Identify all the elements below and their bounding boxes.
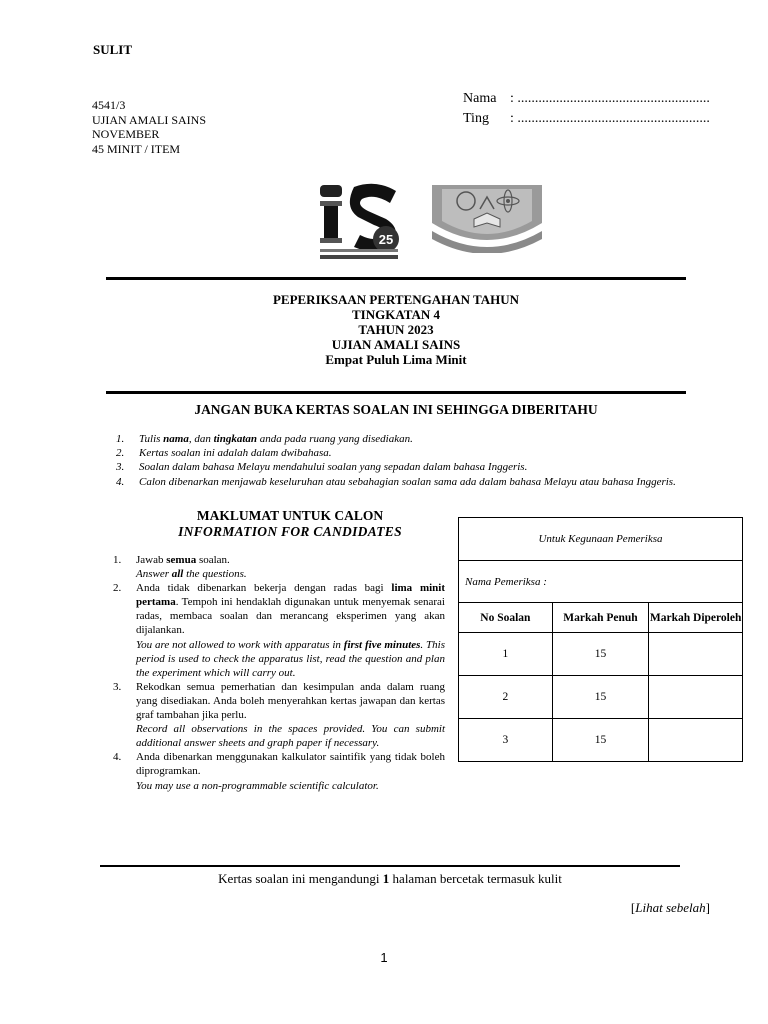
text-run: Answer [136,568,172,581]
emphasis-text: lima minit pertama [136,582,445,609]
instruction-en [136,779,445,793]
info-heading [140,508,440,540]
paper-code: 4541/3 [92,98,126,112]
form-label: Ting [463,111,489,126]
warning-banner: JANGAN BUKA KERTAS SOALAN INI SEHINGGA DIBERITAHU [194,402,598,417]
candidate-fields [463,89,710,129]
exam-form: TINGKATAN 4 [352,307,440,322]
text-run: You are not allowed to work with apparatus in [136,638,344,651]
instruction-ms [136,750,445,778]
text-run: Jawab [136,554,167,566]
instruction-number: 4. [113,751,122,764]
instruction-ms [136,553,247,567]
paper-month: NOVEMBER [92,127,160,141]
turn-over-note: [Lihat sebelah] [630,900,710,915]
instruction-ms [136,581,445,637]
note-text [139,460,527,474]
page-count-post: halaman bercetak termasuk kulit [389,871,562,886]
instruction-body [136,750,445,792]
info-title-en: INFORMATION FOR CANDIDATES [178,524,402,539]
candidate-instructions [113,553,445,793]
form-field[interactable] [463,109,710,129]
name-field[interactable] [463,89,710,109]
text-run: Rekodkan semua pemerhatian dan kesimpulan anda dalam ruang yang disediakan. Anda boleh menyerahkan kertas jawapan dan kertas graf tambahan jika perlu. [136,680,445,722]
examiner-table-columns [459,603,743,633]
text-run: Anda tidak dibenarkan bekerja dengan radas bagi [136,582,392,595]
row-obtained-mark[interactable] [649,676,743,719]
exam-title: PEPERIKSAAN PERTENGAHAN TAHUN [272,292,520,307]
emphasis-text: semua [166,554,197,566]
instruction-item [113,581,445,680]
examiner-table-header: Untuk Kegunaan Pemeriksa [459,518,743,561]
paper-subject: UJIAN AMALI SAINS [92,112,207,127]
instruction-body [136,581,445,680]
note-item [116,446,684,460]
middle-divider [106,391,686,394]
instruction-body [136,553,247,581]
paper-duration: 45 MINIT / ITEM [92,141,181,156]
name-blank[interactable]: : ....................................................... [510,91,710,106]
col-markah-penuh: Markah Penuh [552,603,649,633]
text-run: , dan [188,433,214,445]
note-number: 2. [116,447,125,460]
note-number: 3. [116,461,125,474]
emphasis-text: tingkatan [213,433,257,445]
instruction-number: 2. [113,582,122,595]
note-item [116,432,684,446]
instruction-body [136,680,445,750]
col-no-soalan: No Soalan [459,603,553,633]
col-markah-diperoleh: Markah Diperoleh [649,603,743,633]
page-count-note [100,871,680,887]
note-text [139,475,676,489]
name-label: Nama [463,91,497,106]
text-run: Anda dibenarkan menggunakan kalkulator saintifik yang tidak boleh diprogramkan. [136,751,445,778]
note-number: 1. [116,433,125,445]
program-logo-number: 25 [378,232,394,247]
instruction-ms [136,680,445,722]
text-run: You may use a non-programmable scientific calculator. [136,779,379,792]
instruction-item [113,750,445,792]
note-number: 4. [116,475,125,488]
text-run: . This period is used to check the apparatus list, read the question and plan the experiment which will carry out. [136,638,445,679]
note-item [116,460,684,474]
text-run: anda pada ruang yang disediakan. [257,433,413,445]
instruction-en [136,638,445,680]
examiner-table [458,517,743,762]
instruction-item [113,680,445,750]
top-divider [106,277,686,280]
emphasis-text: nama [163,433,189,445]
instruction-number: 3. [113,680,122,693]
row-question-no: 3 [459,719,553,762]
row-obtained-mark[interactable] [649,719,743,762]
row-full-mark: 15 [552,633,649,676]
table-row [459,633,743,676]
bottom-divider [100,865,680,867]
row-obtained-mark[interactable] [649,633,743,676]
note-text [139,446,332,460]
page-count-value: 1 [382,871,390,886]
instruction-item [113,553,445,581]
row-question-no: 1 [459,633,553,676]
paper-code-block [92,98,206,156]
table-row [459,719,743,762]
row-full-mark: 15 [552,676,649,719]
exam-duration: Empat Puluh Lima Minit [325,352,467,367]
note-item [116,475,684,489]
text-run: soalan. [196,554,230,566]
text-run: Record all observations in the spaces provided. You can submit additional answer sheets and graph paper if necessary. [136,723,445,750]
turn-over-text: Lihat sebelah [635,900,706,915]
row-full-mark: 15 [552,719,649,762]
exam-title-block [106,292,686,367]
note-text [139,432,413,446]
page-number: 1 [380,950,388,965]
info-title-ms: MAKLUMAT UNTUK CALON [196,508,384,523]
emphasis-text: first five minutes [343,638,421,651]
row-question-no: 2 [459,676,553,719]
instruction-number: 1. [113,554,122,566]
program-logo [316,181,402,261]
form-blank[interactable]: : ....................................................... [510,111,710,126]
instruction-en [136,567,247,581]
exam-year: TAHUN 2023 [358,322,434,337]
page-count-pre: Kertas soalan ini mengandungi [218,871,383,886]
classification-label: SULIT [93,42,133,57]
exam-subject: UJIAN AMALI SAINS [331,337,461,352]
text-run: the questions. [183,568,247,581]
text-run: Tulis [139,433,164,445]
instruction-en [136,722,445,750]
text-run: . Tempoh ini hendaklah digunakan untuk menyemak senarai radas, membaca soalan dan merancang eksperimen yang akan dijalankan. [136,596,445,637]
school-crest [428,179,546,253]
emphasis-text: all [171,568,184,581]
text-run: Kertas soalan ini adalah dalam dwibahasa. [139,447,332,460]
general-notes [116,432,684,489]
table-row [459,676,743,719]
text-run: Calon dibenarkan menjawab keseluruhan atau sebahagian soalan sama ada dalam bahasa Melayu atau bahasa Inggeris. [139,475,676,488]
examiner-name-field[interactable]: Nama Pemeriksa : [459,561,743,603]
text-run: Soalan dalam bahasa Melayu mendahului soalan yang sepadan dalam bahasa Inggeris. [139,461,528,474]
